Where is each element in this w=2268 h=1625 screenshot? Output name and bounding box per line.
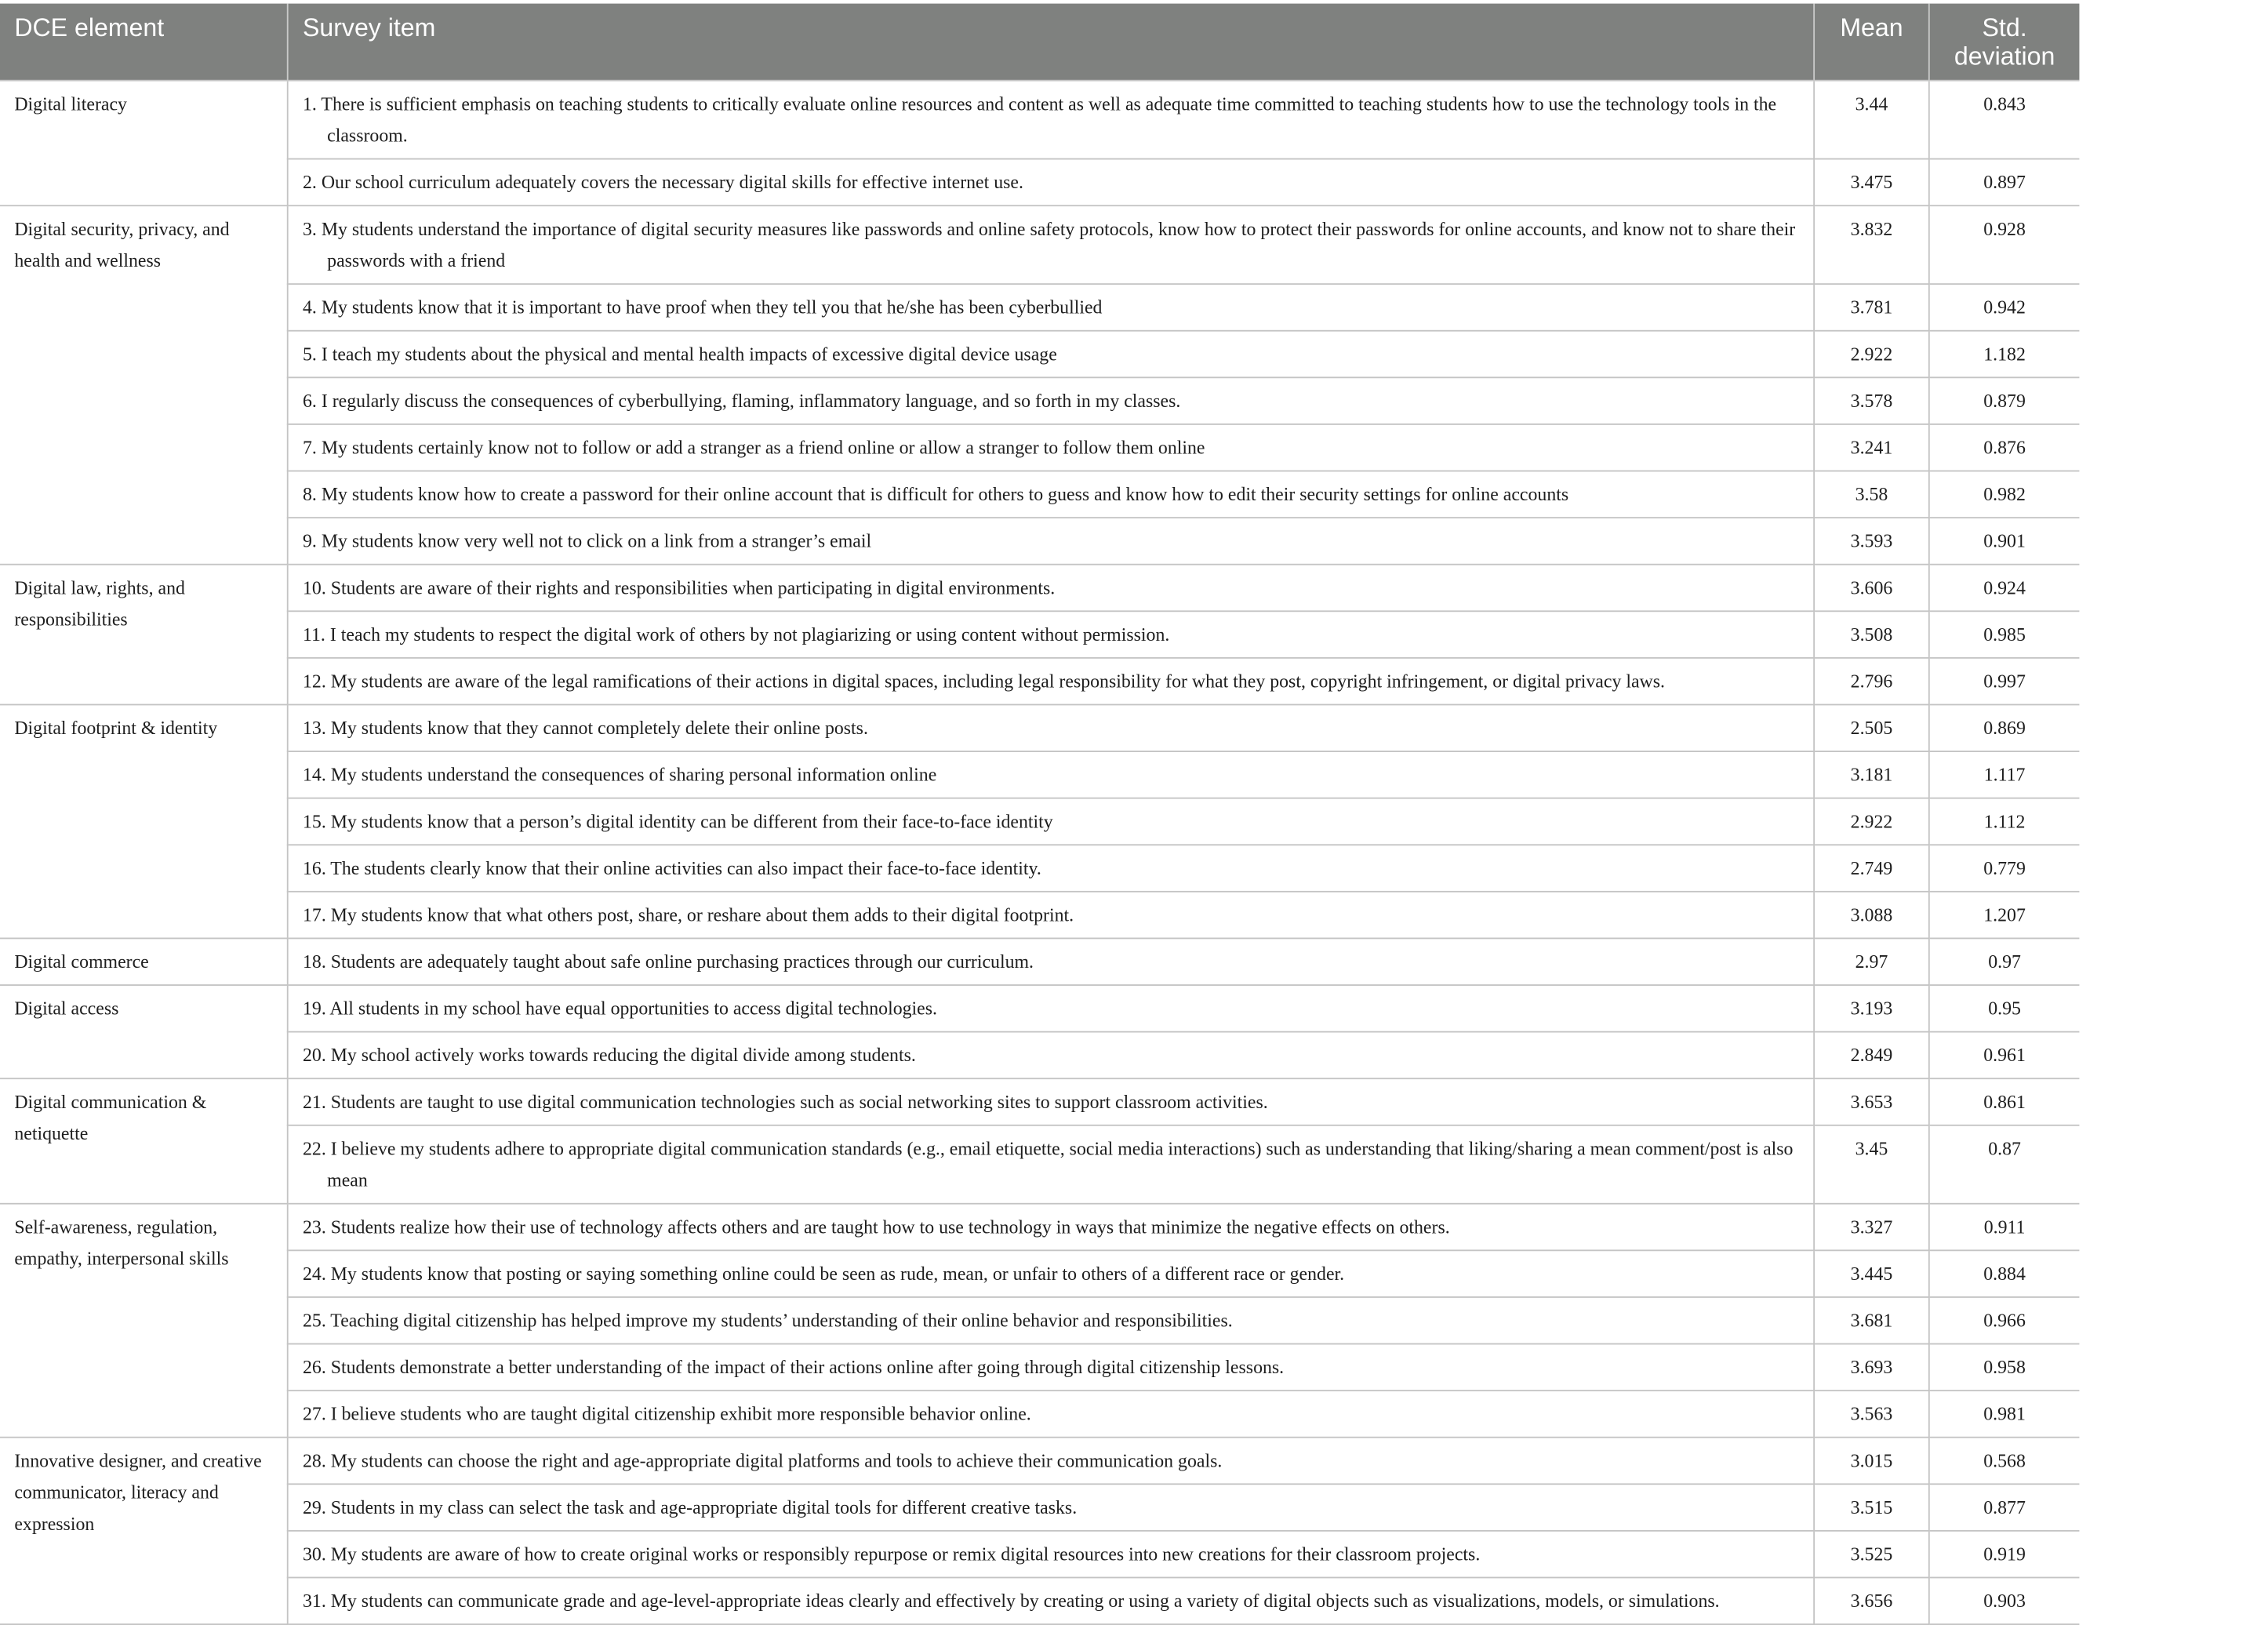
survey-item-text: 14. My students understand the consequences of sharing personal information online	[302, 764, 937, 786]
mean-cell: 2.97	[1814, 938, 1929, 985]
std-deviation-cell: 0.942	[1929, 284, 2080, 331]
std-deviation-cell: 0.985	[1929, 611, 2080, 658]
dce-element-cell: Digital security, privacy, and health and wellness	[0, 205, 288, 564]
mean-cell: 3.693	[1814, 1344, 1929, 1391]
mean-cell: 3.193	[1814, 985, 1929, 1032]
table-row	[0, 1577, 2079, 1624]
table-row	[0, 1250, 2079, 1297]
mean-cell: 3.563	[1814, 1391, 1929, 1438]
survey-item-cell	[288, 424, 1814, 471]
mean-cell: 3.58	[1814, 471, 1929, 518]
table-header	[0, 4, 2079, 81]
survey-item-text: 25. Teaching digital citizenship has helped improve my students’ understanding of their online behavior and responsibilities.	[302, 1310, 1233, 1332]
mean-cell: 3.445	[1814, 1250, 1929, 1297]
survey-item-cell	[288, 284, 1814, 331]
table-row	[0, 1204, 2079, 1251]
std-deviation-cell: 1.112	[1929, 798, 2080, 845]
survey-item-cell	[288, 611, 1814, 658]
mean-cell: 3.832	[1814, 205, 1929, 284]
mean-cell: 3.181	[1814, 751, 1929, 798]
table-row	[0, 938, 2079, 985]
survey-item-text: 8. My students know how to create a password for their online account that is difficult for others to guess and know how to edit their security settings for online accounts	[302, 484, 1569, 505]
std-deviation-cell: 0.928	[1929, 205, 2080, 284]
table-row	[0, 845, 2079, 892]
table-row	[0, 159, 2079, 206]
table-row	[0, 704, 2079, 751]
std-deviation-cell: 0.961	[1929, 1032, 2080, 1079]
header-survey-item: Survey item	[288, 4, 1814, 81]
survey-item-text: 28. My students can choose the right and age-appropriate digital platforms and tools to achieve their communication goals.	[302, 1450, 1223, 1471]
table-row	[0, 518, 2079, 565]
dce-element-cell: Digital footprint & identity	[0, 704, 288, 938]
survey-item-text: 3. My students understand the importance of digital security measures like passwords and online safety protocols, know how to protect their passwords for online accounts, and know not to share their passwords with a friend	[302, 218, 1796, 271]
mean-cell: 2.796	[1814, 658, 1929, 705]
std-deviation-cell: 0.87	[1929, 1125, 2080, 1204]
mean-cell: 3.515	[1814, 1484, 1929, 1531]
survey-item-cell	[288, 1391, 1814, 1438]
survey-item-cell	[288, 1531, 1814, 1578]
survey-item-text: 31. My students can communicate grade and age-level-appropriate ideas clearly and effectively by creating or using a variety of digital objects such as visualizations, models, or simulations.	[302, 1590, 1720, 1612]
survey-item-cell	[288, 1125, 1814, 1204]
std-deviation-cell: 0.903	[1929, 1577, 2080, 1624]
table-row	[0, 81, 2079, 159]
mean-cell: 3.015	[1814, 1438, 1929, 1485]
survey-item-cell	[288, 331, 1814, 378]
survey-item-cell	[288, 798, 1814, 845]
survey-item-text: 7. My students certainly know not to follow or add a stranger as a friend online or allow a stranger to follow them online	[302, 437, 1205, 459]
std-deviation-cell: 0.95	[1929, 985, 2080, 1032]
std-deviation-cell: 0.901	[1929, 518, 2080, 565]
mean-cell: 3.606	[1814, 565, 1929, 612]
survey-item-cell	[288, 704, 1814, 751]
mean-cell: 3.653	[1814, 1078, 1929, 1125]
table-row	[0, 1344, 2079, 1391]
table-row	[0, 565, 2079, 612]
survey-item-text: 24. My students know that posting or saying something online could be seen as rude, mean, or unfair to others of a different race or gender.	[302, 1263, 1345, 1285]
table-row	[0, 424, 2079, 471]
dce-element-cell: Innovative designer, and creative communicator, literacy and expression	[0, 1438, 288, 1624]
survey-item-text: 22. I believe my students adhere to appropriate digital communication standards (e.g., email etiquette, social media interactions) such as understanding that liking/sharing a mean comment/post is also mean	[302, 1138, 1794, 1191]
dce-element-cell: Self-awareness, regulation, empathy, interpersonal skills	[0, 1204, 288, 1438]
survey-item-cell	[288, 1204, 1814, 1251]
mean-cell: 3.656	[1814, 1577, 1929, 1624]
survey-item-text: 15. My students know that a person’s digital identity can be different from their face-to-face identity	[302, 811, 1053, 832]
survey-item-text: 20. My school actively works towards reducing the digital divide among students.	[302, 1045, 916, 1066]
table-row	[0, 798, 2079, 845]
table-row	[0, 331, 2079, 378]
std-deviation-cell: 0.924	[1929, 565, 2080, 612]
std-deviation-cell: 0.877	[1929, 1484, 2080, 1531]
std-deviation-cell: 0.779	[1929, 845, 2080, 892]
dce-survey-table	[0, 4, 2079, 1625]
mean-cell: 3.241	[1814, 424, 1929, 471]
mean-cell: 3.578	[1814, 377, 1929, 424]
table-row	[0, 205, 2079, 284]
std-deviation-cell: 0.981	[1929, 1391, 2080, 1438]
table-row	[0, 1032, 2079, 1079]
mean-cell: 3.45	[1814, 1125, 1929, 1204]
mean-cell: 2.849	[1814, 1032, 1929, 1079]
std-deviation-cell: 0.884	[1929, 1250, 2080, 1297]
survey-item-text: 17. My students know that what others post, share, or reshare about them adds to their digital footprint.	[302, 904, 1074, 925]
mean-cell: 3.508	[1814, 611, 1929, 658]
survey-item-text: 6. I regularly discuss the consequences of cyberbullying, flaming, inflammatory language, and so forth in my classes.	[302, 390, 1181, 412]
table-body	[0, 81, 2079, 1624]
survey-item-text: 29. Students in my class can select the task and age-appropriate digital tools for different creative tasks.	[302, 1496, 1078, 1518]
survey-item-cell	[288, 81, 1814, 159]
survey-item-text: 1. There is sufficient emphasis on teaching students to critically evaluate online resources and content as well as adequate time committed to teaching students how to use the technology tools in the classroom.	[302, 93, 1777, 147]
std-deviation-cell: 1.182	[1929, 331, 2080, 378]
std-deviation-cell: 0.879	[1929, 377, 2080, 424]
std-deviation-cell: 0.843	[1929, 81, 2080, 159]
std-deviation-cell: 1.117	[1929, 751, 2080, 798]
survey-item-text: 27. I believe students who are taught digital citizenship exhibit more responsible behavior online.	[302, 1403, 1031, 1425]
survey-item-text: 2. Our school curriculum adequately covers the necessary digital skills for effective internet use.	[302, 172, 1023, 193]
table-row	[0, 284, 2079, 331]
survey-item-text: 18. Students are adequately taught about safe online purchasing practices through our curriculum.	[302, 951, 1034, 972]
table-row	[0, 1297, 2079, 1344]
std-deviation-cell: 0.869	[1929, 704, 2080, 751]
mean-cell: 2.749	[1814, 845, 1929, 892]
header-dce-element: DCE element	[0, 4, 288, 81]
survey-item-text: 12. My students are aware of the legal ramifications of their actions in digital spaces, including legal responsibility for what they post, copyright infringement, or digital privacy laws.	[302, 671, 1665, 692]
std-deviation-cell: 0.958	[1929, 1344, 2080, 1391]
dce-element-cell: Digital commerce	[0, 938, 288, 985]
survey-item-cell	[288, 159, 1814, 206]
table-row	[0, 985, 2079, 1032]
survey-item-cell	[288, 1438, 1814, 1485]
survey-item-cell	[288, 985, 1814, 1032]
table-row	[0, 1391, 2079, 1438]
std-deviation-cell: 0.919	[1929, 1531, 2080, 1578]
std-deviation-cell: 1.207	[1929, 892, 2080, 939]
survey-item-cell	[288, 658, 1814, 705]
survey-item-cell	[288, 845, 1814, 892]
table-row	[0, 892, 2079, 939]
survey-item-cell	[288, 1484, 1814, 1531]
table-row	[0, 1531, 2079, 1578]
survey-item-cell	[288, 1250, 1814, 1297]
survey-item-text: 10. Students are aware of their rights and responsibilities when participating in digital environments.	[302, 577, 1056, 598]
table-row	[0, 658, 2079, 705]
survey-item-cell	[288, 377, 1814, 424]
std-deviation-cell: 0.897	[1929, 159, 2080, 206]
table-row	[0, 1125, 2079, 1204]
mean-cell: 3.327	[1814, 1204, 1929, 1251]
mean-cell: 3.525	[1814, 1531, 1929, 1578]
std-deviation-cell: 0.997	[1929, 658, 2080, 705]
table-row	[0, 1078, 2079, 1125]
table-row	[0, 751, 2079, 798]
survey-item-cell	[288, 751, 1814, 798]
survey-item-cell	[288, 471, 1814, 518]
mean-cell: 2.922	[1814, 331, 1929, 378]
survey-item-cell	[288, 892, 1814, 939]
survey-item-text: 13. My students know that they cannot completely delete their online posts.	[302, 717, 868, 739]
mean-cell: 3.475	[1814, 159, 1929, 206]
survey-item-cell	[288, 1078, 1814, 1125]
std-deviation-cell: 0.97	[1929, 938, 2080, 985]
header-row	[0, 4, 2079, 81]
survey-item-text: 4. My students know that it is important to have proof when they tell you that he/she has been cyberbullied	[302, 296, 1103, 318]
std-deviation-cell: 0.911	[1929, 1204, 2080, 1251]
mean-cell: 2.922	[1814, 798, 1929, 845]
survey-item-cell	[288, 565, 1814, 612]
survey-item-text: 16. The students clearly know that their online activities can also impact their face-to-face identity.	[302, 857, 1041, 879]
mean-cell: 3.593	[1814, 518, 1929, 565]
mean-cell: 3.681	[1814, 1297, 1929, 1344]
survey-item-text: 9. My students know very well not to click on a link from a stranger’s email	[302, 530, 872, 552]
survey-item-text: 5. I teach my students about the physical and mental health impacts of excessive digital device usage	[302, 344, 1057, 365]
mean-cell: 3.44	[1814, 81, 1929, 159]
survey-item-cell	[288, 1297, 1814, 1344]
survey-item-text: 11. I teach my students to respect the digital work of others by not plagiarizing or using content without permission.	[302, 623, 1170, 645]
survey-item-cell	[288, 938, 1814, 985]
survey-item-text: 26. Students demonstrate a better understanding of the impact of their actions online after going through digital citizenship lessons.	[302, 1357, 1285, 1378]
header-std-deviation: Std. deviation	[1929, 4, 2080, 81]
std-deviation-cell: 0.876	[1929, 424, 2080, 471]
std-deviation-cell: 0.966	[1929, 1297, 2080, 1344]
table-row	[0, 1438, 2079, 1485]
survey-item-cell	[288, 205, 1814, 284]
mean-cell: 3.088	[1814, 892, 1929, 939]
survey-item-text: 21. Students are taught to use digital communication technologies such as social networking sites to support classroom activities.	[302, 1091, 1268, 1113]
mean-cell: 2.505	[1814, 704, 1929, 751]
dce-element-cell: Digital literacy	[0, 81, 288, 206]
dce-element-cell: Digital access	[0, 985, 288, 1078]
survey-item-text: 30. My students are aware of how to create original works or responsibly repurpose or remix digital resources into new creations for their classroom projects.	[302, 1543, 1481, 1565]
survey-item-cell	[288, 1032, 1814, 1079]
std-deviation-cell: 0.982	[1929, 471, 2080, 518]
dce-element-cell: Digital law, rights, and responsibilities	[0, 565, 288, 705]
mean-cell: 3.781	[1814, 284, 1929, 331]
header-mean: Mean	[1814, 4, 1929, 81]
survey-item-cell	[288, 1344, 1814, 1391]
table-row	[0, 471, 2079, 518]
dce-element-cell: Digital communication & netiquette	[0, 1078, 288, 1204]
table-row	[0, 377, 2079, 424]
std-deviation-cell: 0.568	[1929, 1438, 2080, 1485]
survey-item-cell	[288, 1577, 1814, 1624]
std-deviation-cell: 0.861	[1929, 1078, 2080, 1125]
table-row	[0, 1484, 2079, 1531]
survey-item-cell	[288, 518, 1814, 565]
survey-item-text: 23. Students realize how their use of technology affects others and are taught how to use technology in ways that minimize the negative effects on others.	[302, 1216, 1450, 1238]
table-row	[0, 611, 2079, 658]
survey-item-text: 19. All students in my school have equal opportunities to access digital technologies.	[302, 998, 937, 1020]
